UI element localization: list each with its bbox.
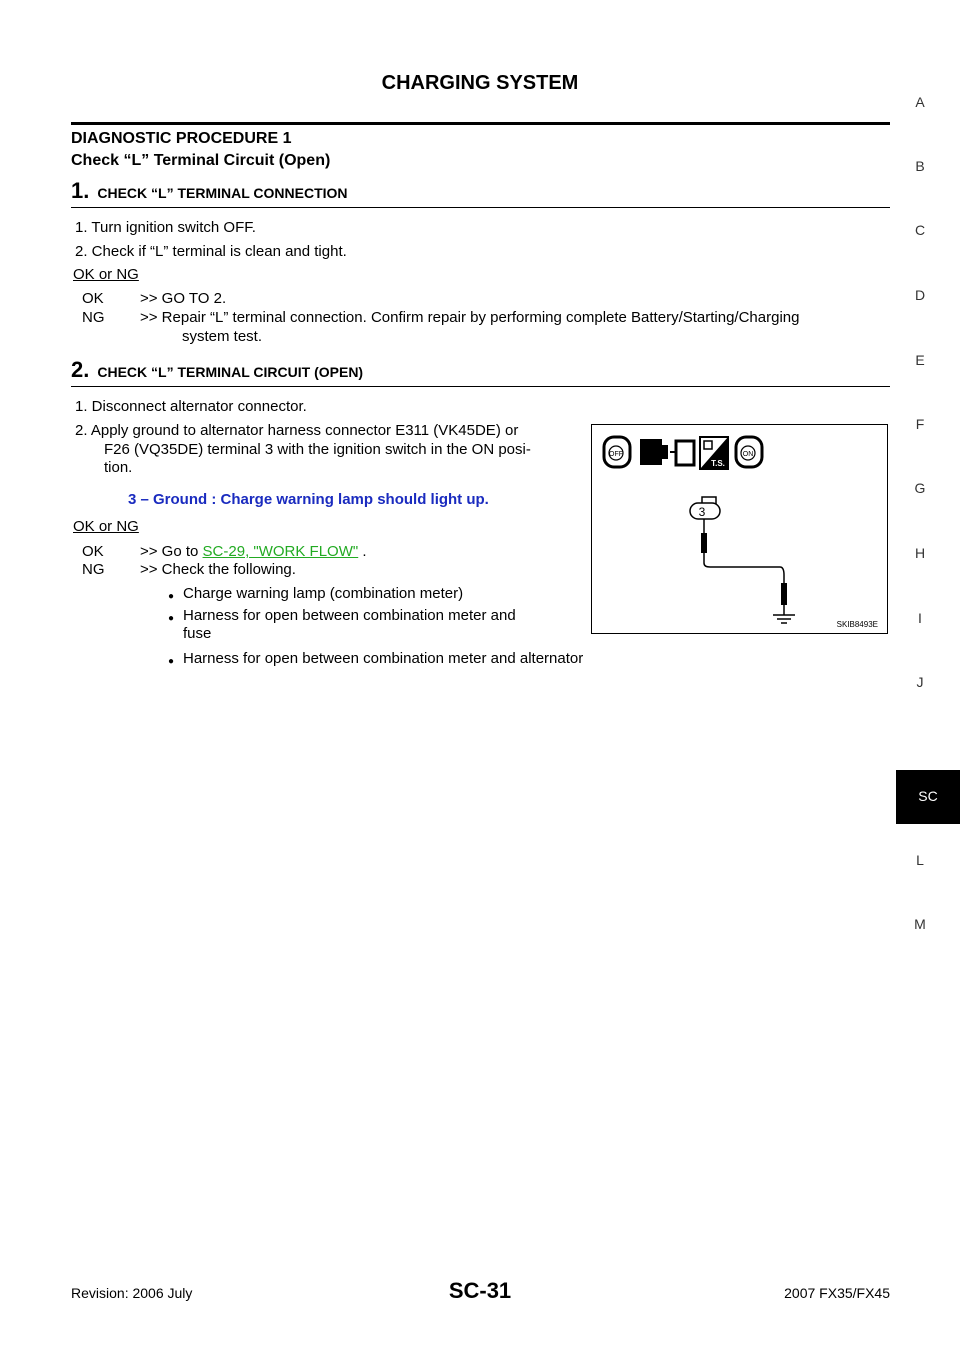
bullet-icon: ●	[168, 656, 175, 667]
step-2-ok-result	[82, 543, 582, 563]
step-1-rule	[71, 207, 890, 208]
side-index-b[interactable]: B	[915, 158, 925, 174]
step-1-ok-result	[82, 290, 890, 310]
bullet-icon: ●	[168, 591, 175, 602]
ground-lead	[781, 583, 787, 605]
step-1-ng-result	[82, 309, 890, 349]
bullet-text: Charge warning lamp (combination meter)	[183, 585, 464, 602]
step-1-heading-text: CHECK “L” TERMINAL CONNECTION	[97, 185, 348, 201]
step-2-heading-text: CHECK “L” TERMINAL CIRCUIT (OPEN)	[97, 364, 364, 380]
side-index-sc-active[interactable]	[896, 770, 960, 824]
ok-prefix: >> Go to	[140, 543, 203, 560]
side-index-e[interactable]: E	[915, 352, 925, 368]
on-label: ON	[742, 451, 754, 458]
step-2-item-1: 1. Disconnect alternator connector.	[75, 398, 307, 415]
footer-revision: Revision: 2006 July	[71, 1285, 193, 1301]
list-item	[168, 607, 588, 647]
footer-model: 2007 FX35/FX45	[784, 1285, 890, 1301]
side-index-g[interactable]: G	[914, 480, 926, 496]
work-flow-link[interactable]: SC-29, "WORK FLOW"	[202, 543, 359, 560]
ok-key: OK	[82, 543, 104, 560]
step-2-item-2-line1: 2. Apply ground to alternator harness connector E311 (VK45DE) or	[75, 422, 519, 439]
terminal-label: 3	[698, 505, 706, 519]
bullet-text: Harness for open between combination meter and	[183, 607, 516, 624]
ng-key: NG	[82, 309, 105, 326]
step-1-item-2: 2. Check if “L” terminal is clean and tight.	[75, 243, 347, 260]
circuit-diagram	[592, 425, 886, 632]
bullet-icon: ●	[168, 613, 175, 624]
ok-suffix: .	[358, 543, 367, 560]
side-index-l[interactable]: L	[916, 852, 924, 868]
step-1-ok-ng-label: OK or NG	[73, 266, 139, 283]
tester-icon	[700, 437, 728, 469]
ignition-on-icon	[736, 437, 762, 467]
step-2-ok-ng-label: OK or NG	[73, 518, 139, 535]
ignition-off-icon	[604, 437, 630, 467]
step-1-number: 1.	[71, 178, 90, 203]
section-title: DIAGNOSTIC PROCEDURE 1	[71, 130, 292, 147]
side-index-f[interactable]: F	[915, 416, 925, 432]
wire	[704, 519, 784, 615]
section-subtitle: Check “L” Terminal Circuit (Open)	[71, 152, 331, 169]
side-index-h[interactable]: H	[914, 545, 926, 561]
side-index-i[interactable]: I	[918, 610, 922, 626]
side-index-a[interactable]: A	[915, 94, 925, 110]
ng-value: >> Check the following.	[140, 561, 296, 578]
ng-key: NG	[82, 561, 105, 578]
step-2-ng-result	[82, 561, 582, 581]
condition-text: 3 – Ground : Charge warning lamp should light up.	[128, 491, 489, 508]
ground-icon	[773, 615, 795, 623]
side-index-sc-label: SC	[918, 788, 938, 804]
side-index-d[interactable]: D	[914, 287, 926, 303]
step-2-number: 2.	[71, 357, 90, 382]
step-2-item-2-line3: tion.	[104, 459, 133, 476]
probe-lead	[701, 533, 707, 553]
header-rule	[71, 122, 890, 125]
ng-value-line2: system test.	[182, 328, 263, 345]
diagram-figure	[591, 424, 888, 634]
ok-key: OK	[82, 290, 104, 307]
connector-disconnect-icon	[640, 439, 694, 465]
side-index-m[interactable]: M	[914, 916, 926, 932]
side-index-j[interactable]: J	[916, 674, 924, 690]
step-1-heading	[71, 178, 348, 204]
figure-code: SKIB8493E	[836, 620, 878, 629]
ok-value	[140, 543, 367, 561]
terminal-connector-icon	[690, 497, 720, 519]
bullet-text: fuse	[183, 625, 212, 642]
off-label: OFF	[609, 451, 623, 458]
ng-value-line1: >> Repair “L” terminal connection. Confirm repair by performing complete Battery/Starting/Charging	[140, 309, 800, 326]
ts-label: T.S.	[711, 459, 725, 468]
side-index-c[interactable]: C	[914, 222, 926, 238]
footer-page-number: SC-31	[448, 1278, 512, 1303]
step-2-item-2-line2: F26 (VQ35DE) terminal 3 with the ignition switch in the ON posi-	[104, 441, 531, 458]
ok-value: >> GO TO 2.	[140, 290, 227, 307]
step-1-item-1: 1. Turn ignition switch OFF.	[75, 219, 256, 236]
page-title: CHARGING SYSTEM	[381, 72, 579, 94]
step-2-heading	[71, 357, 363, 383]
step-2-rule	[71, 386, 890, 387]
bullet-text: Harness for open between combination meter and alternator	[183, 650, 584, 667]
